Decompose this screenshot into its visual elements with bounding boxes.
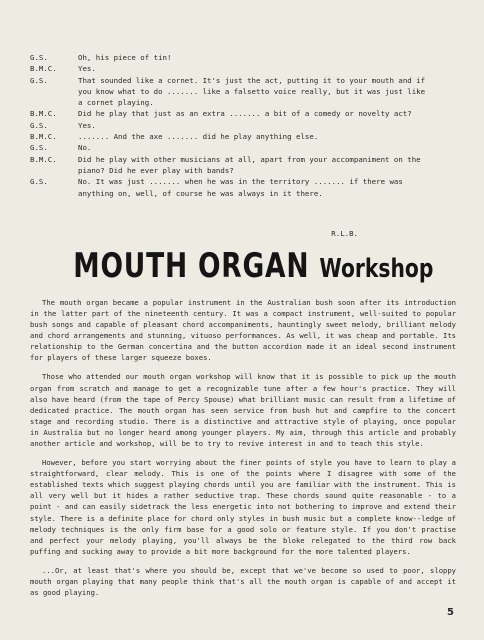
article-title — [73, 245, 434, 289]
article-body — [26, 297, 456, 598]
speaker-line: No. — [78, 143, 92, 153]
speaker-label: G.S. — [30, 75, 48, 85]
article-paragraph: Those who attended our mouth organ workshop will know that it is possible to pick up the mouth organ from scratch and manage to get a recognizable tune after a few hour's practice. They will also have heard (from the tape of Percy Spouse) what brilliant music can result from a lifetime of dedicated practice. The mouth organ has seen service from bush hut and campfire to the concert stage and recording studio. There is a distinctive and attractive style of playing, once popular in Australia but no longer heard among younger players. My aim, through this article and probably another article and workshop, will be to try to revive interest in and to teach this style. — [30, 372, 456, 448]
speaker-line: ....... And the axe ....... did he play anything else. — [78, 132, 319, 142]
speaker-label: G.S. — [30, 177, 48, 187]
page-number: 5 — [447, 607, 454, 618]
title-workshop: Workshop — [319, 253, 434, 284]
speaker-label: B.M.C. — [30, 109, 57, 119]
speaker-label: B.M.C. — [30, 154, 57, 164]
speaker-label: G.S. — [30, 120, 48, 130]
speaker-label: B.M.C. — [30, 132, 57, 142]
speaker-label: B.M.C. — [30, 64, 57, 74]
author-initials: R.L.B. — [331, 228, 358, 238]
speaker-line: Yes. — [78, 64, 96, 74]
speaker-label: G.S. — [30, 143, 48, 153]
speaker-line: Did he play with other musicians at all, apart from your accompaniment on the piano? Did he ever play with bands? — [78, 154, 421, 175]
speaker-line: Yes. — [78, 120, 96, 130]
speaker-line: Did he play that just as an extra ....... a bit of a comedy or novelty act? — [78, 109, 412, 119]
speaker-label: G.S. — [30, 53, 48, 62]
article-paragraph: However, before you start worrying about the finer points of style you have to learn to play a straightforward, clear melody. This is one of the points where I disagree with some of the established texts which suggest playing chords until you are familiar with the instrument. This is all very well but it hides a rather seductive trap. These chords sound quite reasonable - to a point - and can easily sidetrack the less energetic into not bothering to improve and extend their style. There is a definite place for chord only styles in bush music but a complete know--ledge of melody techniques is the only firm base for a good solo or feature style. If you don't practise and perfect your melody playing, you'll always be the bloke relegated to the third row back puffing and sucking away to provide a bit more background for the more talented players. — [30, 458, 456, 556]
speaker-line: No. It was just ....... when he was in the territory ....... if there was anything on, well, of course he was always in it there. — [78, 177, 403, 198]
interview-transcript — [30, 52, 456, 199]
article-paragraph: ...Or, at least that's where you should be, except that we've become so used to poor, sloppy mouth organ playing that many people think that's all the mouth organ is capable of and accept it as good playing. — [30, 565, 456, 598]
speaker-line: Oh, his piece of tin! — [78, 53, 172, 62]
speaker-line: That sounded like a cornet. It's just the act, putting it to your mouth and if you know what to do ....... like a falsetto voice really, but it was just like a cornet playing. — [78, 75, 426, 108]
title-main: MOUTH ORGAN — [73, 245, 320, 286]
article-paragraph: The mouth organ became a popular instrument in the Australian bush soon after its introduction in the latter part of the nineteenth century. It was a compact instrument, well-suited to popular bush songs and capable of pleasant chord accompaniments, hauntingly sweet melody, brilliant melody and chord arrangements and stunning, vituoso performances. As well, it was cheap and portable. Its relationship to the German concertina and the button accordion made it an ideal second instrument for players of these larger squeeze boxes. — [30, 297, 456, 363]
